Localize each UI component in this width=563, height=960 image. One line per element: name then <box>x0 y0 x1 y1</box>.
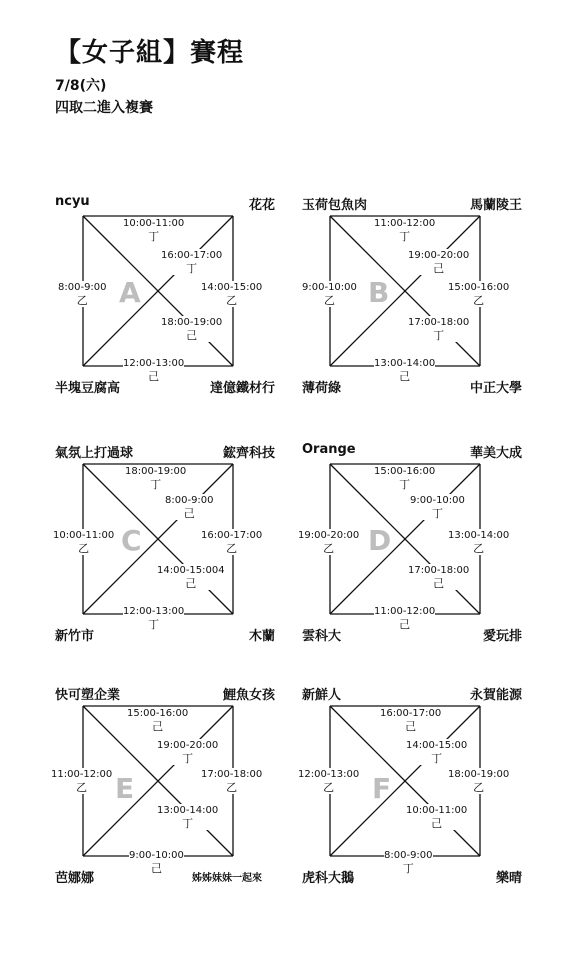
match-time: 9:00-10:00 <box>410 495 465 506</box>
match-diagonal-2 <box>406 804 467 830</box>
group-label: F <box>372 772 392 805</box>
match-court: 乙 <box>473 781 485 794</box>
match-diagonal-2 <box>157 564 225 590</box>
match-court: 己 <box>185 577 197 590</box>
match-right <box>201 529 262 555</box>
match-court: 乙 <box>226 294 238 307</box>
match-top <box>125 465 186 491</box>
match-time: 9:00-10:00 <box>302 282 357 293</box>
match-court: 丁 <box>148 230 160 243</box>
match-time: 10:00-11:00 <box>123 218 185 229</box>
match-diagonal-2 <box>157 804 218 830</box>
match-time: 9:00-10:00 <box>129 850 184 861</box>
match-time: 15:00-16:00 <box>374 466 436 477</box>
team-bottom-right: 姊姊妹妹一起來 <box>192 873 262 884</box>
team-top-right: 華美大成 <box>469 446 522 461</box>
match-time: 16:00-17:00 <box>161 250 223 261</box>
match-top <box>380 707 441 733</box>
match-time: 18:00-19:00 <box>161 317 223 328</box>
match-time: 8:00-9:00 <box>165 495 214 506</box>
match-court: 己 <box>433 577 445 590</box>
team-bottom-left: 芭娜娜 <box>55 871 95 886</box>
match-court: 乙 <box>323 542 335 555</box>
page-header <box>55 32 244 117</box>
match-court: 丁 <box>186 262 198 275</box>
match-bottom <box>129 849 184 875</box>
match-time: 16:00-17:00 <box>201 530 263 541</box>
match-time: 14:00-15:00 <box>201 282 263 293</box>
event-date: 7/8(六) <box>55 78 107 94</box>
match-time: 17:00-18:00 <box>408 565 470 576</box>
group-a <box>55 192 275 412</box>
match-diagonal-2 <box>408 564 469 590</box>
team-bottom-left: 雲科大 <box>302 629 342 644</box>
match-court: 乙 <box>473 542 485 555</box>
match-court: 丁 <box>431 752 443 765</box>
team-bottom-left: 薄荷綠 <box>302 381 342 396</box>
match-time: 18:00-19:00 <box>448 769 510 780</box>
group-label: D <box>368 524 392 557</box>
match-court: 己 <box>431 817 443 830</box>
match-bottom <box>123 605 184 631</box>
match-top <box>127 707 188 733</box>
match-right <box>201 768 262 794</box>
match-diagonal-1 <box>406 739 467 765</box>
match-time: 14:00-15:00 <box>406 740 468 751</box>
group-label: C <box>121 524 142 557</box>
match-court: 丁 <box>399 478 411 491</box>
match-time: 11:00-12:00 <box>374 606 436 617</box>
match-diagonal-1 <box>408 249 469 275</box>
match-court: 己 <box>399 370 411 383</box>
group-f <box>298 682 522 902</box>
match-court: 己 <box>399 618 411 631</box>
match-diagonal-1 <box>161 249 222 275</box>
match-time: 19:00-20:00 <box>298 530 360 541</box>
match-time: 17:00-18:00 <box>201 769 263 780</box>
match-court: 乙 <box>78 542 90 555</box>
match-time: 11:00-12:00 <box>374 218 436 229</box>
match-time: 12:00-13:00 <box>123 358 185 369</box>
match-time: 12:00-13:00 <box>298 769 360 780</box>
match-court: 己 <box>405 720 417 733</box>
match-time: 19:00-20:00 <box>157 740 219 751</box>
match-right <box>448 768 509 794</box>
match-time: 13:00-14:00 <box>448 530 510 541</box>
match-court: 丁 <box>150 478 162 491</box>
match-court: 己 <box>152 720 164 733</box>
match-bottom <box>374 357 435 383</box>
match-court: 丁 <box>182 817 194 830</box>
match-right <box>201 281 262 307</box>
match-time: 17:00-18:00 <box>408 317 470 328</box>
match-court: 丁 <box>433 329 445 342</box>
match-bottom <box>374 605 435 631</box>
match-court: 乙 <box>76 781 88 794</box>
group-label: B <box>368 276 390 309</box>
match-court: 丁 <box>182 752 194 765</box>
match-left <box>298 768 359 794</box>
group-e <box>51 682 275 902</box>
match-court: 丁 <box>399 230 411 243</box>
match-diagonal-2 <box>161 316 222 342</box>
match-time: 19:00-20:00 <box>408 250 470 261</box>
team-bottom-right: 中正大學 <box>469 381 522 396</box>
match-top <box>374 465 435 491</box>
match-time: 18:00-19:00 <box>125 466 187 477</box>
team-top-left: ncyu <box>55 194 90 209</box>
match-time: 12:00-13:00 <box>123 606 185 617</box>
match-left <box>53 529 114 555</box>
match-court: 乙 <box>226 542 238 555</box>
match-time: 10:00-11:00 <box>53 530 115 541</box>
match-left <box>58 281 107 307</box>
match-time: 15:00-16:00 <box>448 282 510 293</box>
match-left <box>302 281 357 307</box>
team-top-left: 氣氛上打過球 <box>55 446 134 461</box>
match-time: 15:00-16:00 <box>127 708 189 719</box>
team-top-right: 鯉魚女孩 <box>222 688 275 703</box>
match-time: 14:00-15:004 <box>157 565 225 576</box>
match-court: 乙 <box>473 294 485 307</box>
team-top-left: 新鮮人 <box>302 688 342 703</box>
team-bottom-right: 樂晴 <box>495 871 522 886</box>
match-diagonal-1 <box>410 494 465 520</box>
match-left <box>51 768 112 794</box>
match-time: 13:00-14:00 <box>374 358 436 369</box>
match-top <box>374 217 435 243</box>
match-time: 13:00-14:00 <box>157 805 219 816</box>
match-court: 乙 <box>76 294 88 307</box>
team-top-right: 花花 <box>248 198 275 213</box>
team-bottom-right: 愛玩排 <box>482 629 522 644</box>
team-bottom-right: 木蘭 <box>248 629 275 644</box>
match-diagonal-2 <box>408 316 469 342</box>
match-court: 己 <box>148 370 160 383</box>
match-court: 己 <box>433 262 445 275</box>
match-court: 乙 <box>226 781 238 794</box>
team-top-left: 快可塑企業 <box>55 688 121 703</box>
match-right <box>448 281 509 307</box>
team-top-right: 鋐齊科技 <box>222 446 275 461</box>
group-c <box>55 440 275 660</box>
match-court: 乙 <box>323 294 335 307</box>
match-court: 己 <box>150 862 162 875</box>
team-top-left: 玉荷包魚肉 <box>302 198 368 213</box>
group-label: A <box>119 276 141 309</box>
advancement-rule: 四取二進入複賽 <box>55 100 153 116</box>
match-court: 己 <box>183 507 195 520</box>
team-top-left: Orange <box>302 442 356 457</box>
match-court: 乙 <box>323 781 335 794</box>
team-bottom-left: 虎科大鵝 <box>302 871 355 886</box>
match-bottom <box>123 357 184 383</box>
match-time: 8:00-9:00 <box>384 850 433 861</box>
match-left <box>298 529 359 555</box>
match-time: 8:00-9:00 <box>58 282 107 293</box>
team-bottom-left: 新竹市 <box>55 629 95 644</box>
match-court: 丁 <box>148 618 160 631</box>
match-right <box>448 529 509 555</box>
match-time: 11:00-12:00 <box>51 769 113 780</box>
group-d <box>298 440 522 660</box>
group-label: E <box>115 772 135 805</box>
team-top-right: 馬蘭陵王 <box>469 198 522 213</box>
team-bottom-left: 半塊豆腐高 <box>55 381 121 396</box>
page-title: 【女子組】賽程 <box>55 38 245 68</box>
match-bottom <box>384 849 433 875</box>
match-time: 16:00-17:00 <box>380 708 442 719</box>
match-court: 丁 <box>402 862 414 875</box>
group-b <box>302 192 522 412</box>
match-diagonal-1 <box>165 494 214 520</box>
match-time: 10:00-11:00 <box>406 805 468 816</box>
team-bottom-right: 達億鐵材行 <box>209 381 275 396</box>
match-court: 丁 <box>431 507 443 520</box>
match-court: 己 <box>186 329 198 342</box>
match-diagonal-1 <box>157 739 218 765</box>
match-top <box>123 217 184 243</box>
team-top-right: 永賀能源 <box>469 688 522 703</box>
